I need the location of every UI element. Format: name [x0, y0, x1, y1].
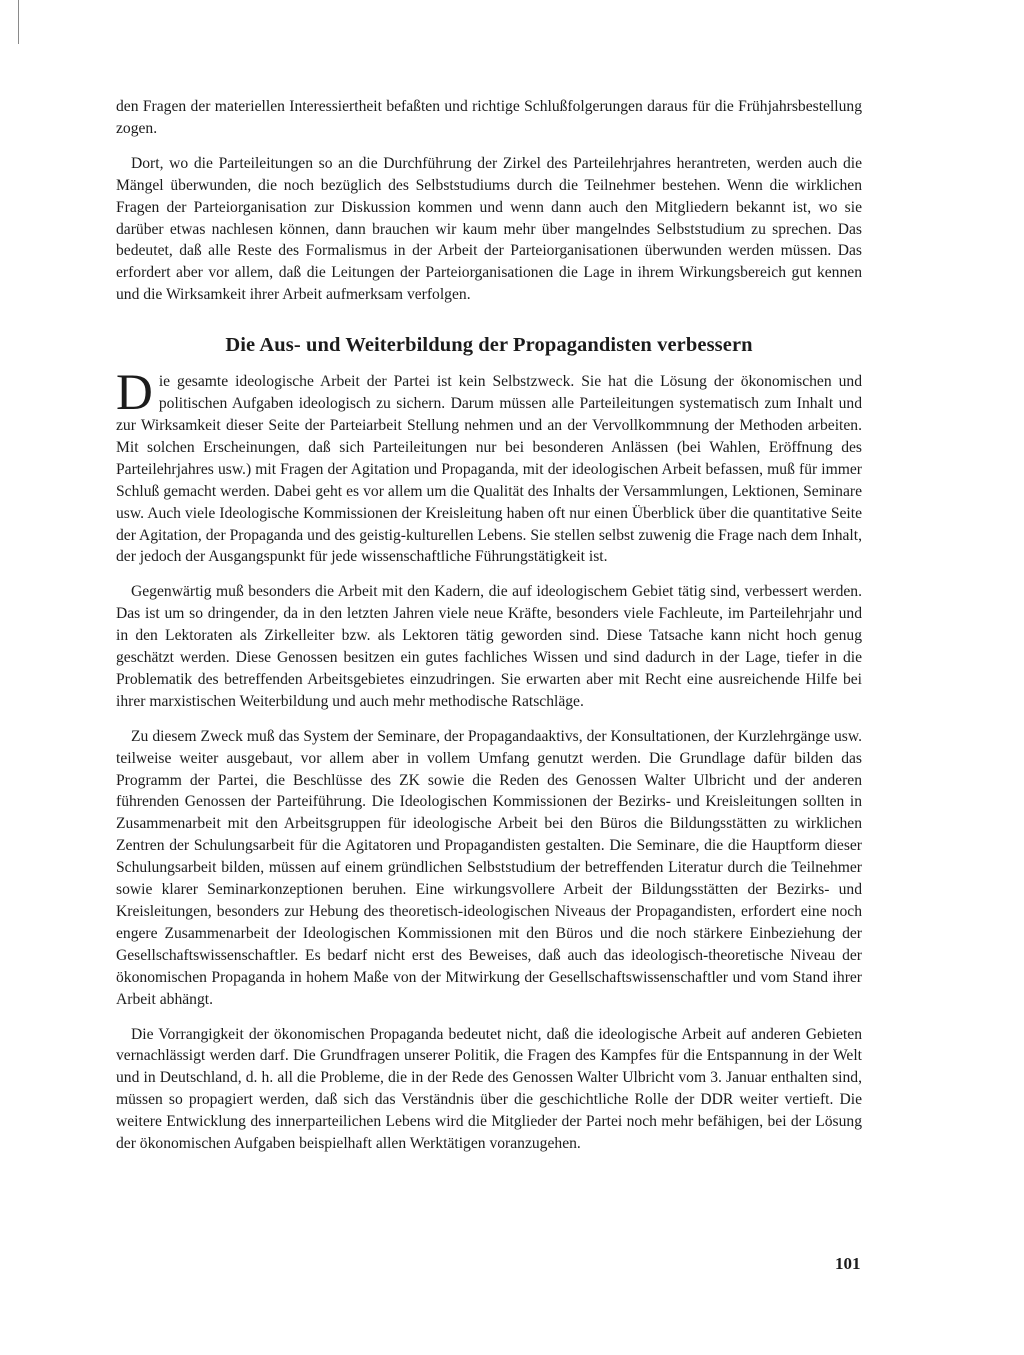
paragraph-economic-propaganda: Die Vorrangigkeit der ökonomischen Propaganda bedeutet nicht, daß die ideologische Arbeit auf anderen Gebieten vernachlässigt werden darf. Die Grundfragen unserer Politik, die Fragen des Kampfes für die Entspannung in der Welt und in Deutschland, d. h. all die Probleme, die in der Rede des Genossen Walter Ulbricht vom 3. Januar enthalten sind, müssen so propagiert werden, daß sich das Verständnis über die geschichtliche Rolle der DDR weiter vertieft. Die weitere Entwicklung des innerparteilichen Lebens wird die Mitglieder der Partei noch mehr befähigen, bei der Lösung der ökonomischen Aufgaben beispielhaft allen Werktätigen voranzugehen. [116, 1025, 862, 1153]
paragraph-continued: den Fragen der materiellen Interessiertheit befaßten und richtige Schlußfolgerungen daraus für die Frühjahrsbestellung zogen. [116, 98, 862, 137]
paragraph-ideological-work-text: ie gesamte ideologische Arbeit der Partei ist kein Selbstzweck. Sie hat die Lösung der ökonomischen und politischen Aufgaben ideologisch zu sichern. Darum müssen alle Parteileitungen systematisch zum Inhalt und zur Wirksamkeit dieser Seite der Parteiarbeit Stellung nehmen und an der Vervollkommnung der Methoden arbeiten. Mit solchen Erscheinungen, daß sich Parteileitungen nur bei besonderen Anlässen (bei Wahlen, Eröffnung des Parteilehrjahres usw.) mit Fragen der Agitation und Propaganda, mit der ideologischen Arbeit befassen, muß für immer Schluß gemacht werden. Dabei geht es vor allem um die Qualität des Inhalts der Versammlungen, Lektionen, Seminare usw. Auch viele Ideologische Kommissionen der Kreisleitung haben oft nur einen Überblick über die quantitative Seite der Agitation, der Propaganda und des geistig-kulturellen Lebens. Sie stellen selbst zuwenig die Frage nach dem Inhalt, der jedoch der Ausgangspunkt für jede wissenschaftliche Führungstätigkeit ist. [116, 373, 862, 566]
paragraph-gap [116, 713, 862, 726]
paragraph-ideological-work [116, 365, 862, 568]
document-page [116, 96, 862, 1155]
page-number: 101 [835, 1254, 861, 1273]
paragraph-seminars: Zu diesem Zweck muß das System der Seminare, der Propagandaaktivs, der Konsultationen, der Kurzlehrgänge usw. teilweise weiter ausgebaut, vor allem aber in vollem Umfang genutzt werden. Die Grundlage dafür bilden das Programm der Partei, die Beschlüsse des ZK sowie die Reden des Genossen Walter Ulbricht und der anderen führenden Genossen der Parteiführung. Die Ideologischen Kommissionen der Bezirks- und Kreisleitungen sollten in Zusammenarbeit mit den Arbeitsgruppen für ideologische Arbeit bei den Büros die Bildungsstätten zu wirklichen Zentren der Schulungsarbeit für die Agitatoren und Propagandisten gestalten. Die Seminare, die die Hauptform dieser Schulungsarbeit bilden, müssen auf einem gründlichen Selbststudium der betreffenden Literatur durch die Teilnehmer sowie klarer Seminarkonzeptionen beruhen. Eine wirkungsvollere Arbeit der Bildungsstätten der Bezirks- und Kreisleitungen, besonders zur Hebung des theoretisch-ideologischen Niveaus der Propagandisten, erfordert eine noch engere Zusammenarbeit der Ideologischen Kommissionen mit den Büros und die noch stärkere Einbeziehung der Gesellschaftswissenschaftler. Es bedarf nicht erst des Beweises, daß auch das ideologisch-theoretische Niveau der ökonomischen Propaganda in hohem Maße von der Mitwirkung der Gesellschaftswissenschaftler und vom Stand ihrer Arbeit abhängt. [116, 727, 862, 1008]
scan-edge-mark [18, 0, 19, 44]
paragraph-gap [116, 568, 862, 581]
drop-cap: D [116, 365, 153, 422]
paragraph-cadres: Gegenwärtig muß besonders die Arbeit mit den Kadern, die auf ideologischem Gebiet tätig sind, verbessert werden. Das ist um so dringender, da in den letzten Jahren viele neue Kräfte, besonders viele Fachleute, im Parteilehrjahr und in den Lektoraten als Zirkelleiter bzw. als Lektoren tätig geworden sind. Diese Tatsache kann nicht hoch genug geschätzt werden. Diese Genossen besitzen ein gutes fachliches Wissen und sind dadurch in der Lage, tiefer in die Problematik des betreffenden Arbeitsgebietes einzudringen. Sie erwarten aber mit Recht eine ausreichende Hilfe bei ihrer marxistischen Weiterbildung und auch mehr methodische Ratschläge. [116, 583, 862, 710]
paragraph-self-study: Dort, wo die Parteileitungen so an die Durchführung der Zirkel des Parteilehrjahres herantreten, werden auch die Mängel überwunden, die noch bezüglich des Selbststudiums durch die Teilnehmer bestehen. Wenn die wirklichen Fragen der Parteiorganisation zur Diskussion kommen und wenn dann auch den Mitgliedern bekannt ist, wo sie darüber etwas nachlesen können, dann brauchen wir kaum mehr über mangelndes Selbststudium zu sprechen. Das bedeutet, daß alle Reste des Formalismus in der Arbeit der Parteiorganisationen überwunden werden müssen. Das erfordert aber vor allem, daß die Leitungen der Parteiorganisationen die Lage in ihrem Wirkungsbereich gut kennen und die Wirksamkeit ihrer Arbeit aufmerksam verfolgen. [116, 154, 862, 304]
section-heading: Die Aus- und Weiterbildung der Propagandisten verbessern [225, 334, 753, 357]
paragraph-gap [116, 140, 862, 153]
paragraph-gap [116, 1011, 862, 1024]
